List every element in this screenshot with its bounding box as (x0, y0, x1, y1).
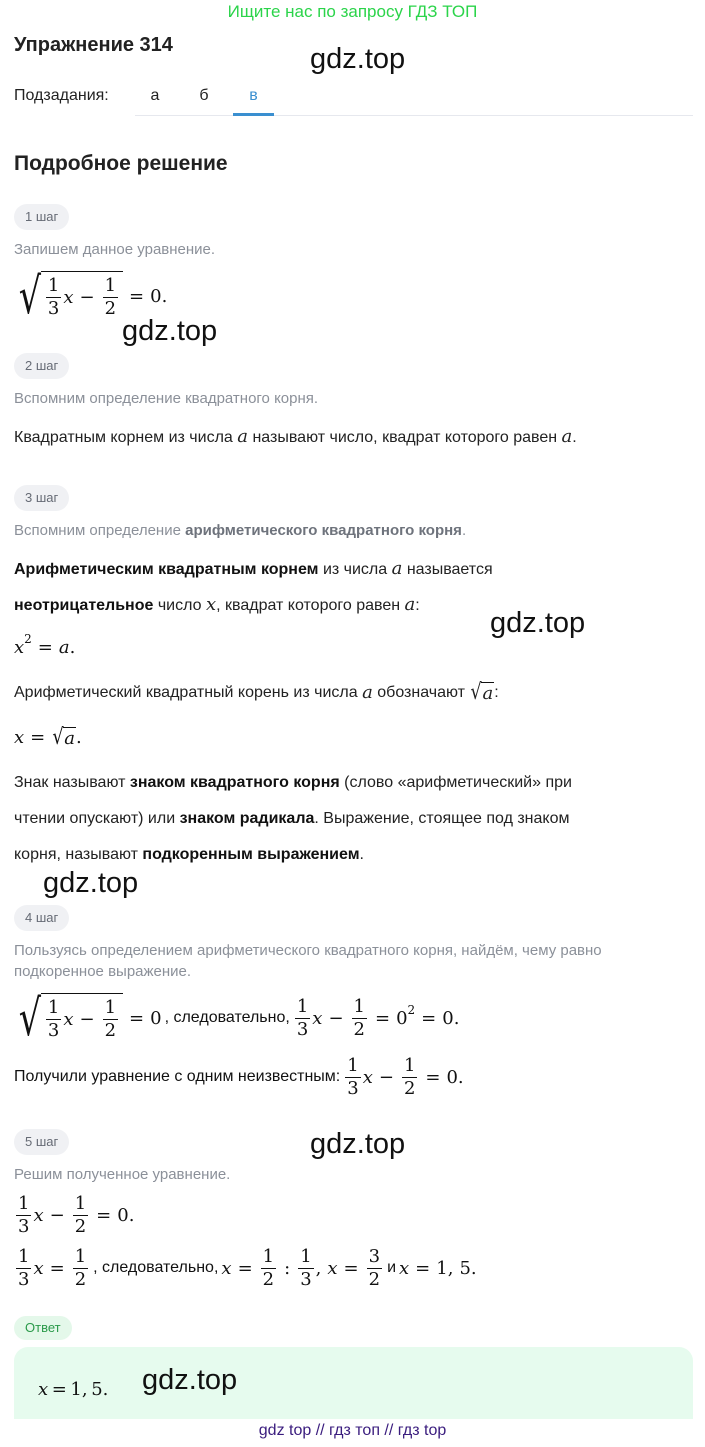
step-4-desc-line-2: подкоренное выражение. (14, 963, 192, 980)
step-3-paragraph-4: Знак называют знаком квадратного корня (слово «арифметический» при (14, 774, 572, 791)
tab-v[interactable]: в (249, 87, 258, 104)
step-4-pill: 4 шаг (14, 905, 69, 931)
step-3-formula-2: x = √ a . (14, 724, 82, 750)
answer-pill: Ответ (14, 1316, 72, 1340)
answer-box (14, 1347, 693, 1419)
footer-links[interactable]: gdz top // гдз топ // гдз top (258, 1422, 447, 1439)
tab-a[interactable]: а (150, 87, 160, 104)
step-5-equation-1: $\frac{1}{3}$ x − $\frac{1}{2}$ = 0. (18, 1192, 135, 1237)
step-1-pill: 1 шаг (14, 204, 69, 230)
watermark: gdz.top (310, 43, 406, 75)
subtasks-label: Подзадания: (14, 87, 109, 104)
step-5-pill: 5 шаг (14, 1129, 69, 1155)
active-tab-indicator (233, 113, 274, 116)
tab-b[interactable]: б (199, 87, 209, 104)
answer-value: x = 1, 5. (38, 1378, 109, 1400)
watermark: gdz.top (142, 1364, 238, 1396)
step-2-text: Квадратным корнем из числа a называют число, квадрат которого равен a. (14, 426, 577, 447)
top-banner[interactable]: Ищите нас по запросу ГДЗ ТОП (227, 2, 478, 21)
step-3-paragraph-3: Арифметический квадратный корень из числа a обозначают √ a : (14, 680, 499, 705)
step-5-desc: Решим полученное уравнение. (14, 1166, 231, 1183)
step-2-pill: 2 шаг (14, 353, 69, 379)
watermark: gdz.top (490, 607, 586, 639)
step-3-pill: 3 шаг (14, 485, 69, 511)
watermark: gdz.top (122, 315, 218, 347)
step-4-equation: √ $\frac{1}{3}$ x − $\frac{1}{2}$ = 0 , следовательно, $\frac{1}{3}$ x − $\frac{1}{2}$ = 0 $^2$ = 0. (18, 989, 460, 1047)
step-3-paragraph-5: чтении опускают) или знаком радикала. Выражение, стоящее под знаком (14, 810, 570, 827)
watermark: gdz.top (310, 1128, 406, 1160)
step-3-paragraph-6: корня, называют подкоренным выражением. (14, 846, 364, 863)
step-4-desc-line-1: Пользуясь определением арифметического квадратного корня, найдём, чему равно (14, 942, 602, 959)
step-1-equation: √ $\frac{1}{3}$ x − $\frac{1}{2}$ = 0. (18, 267, 168, 325)
step-5-equation-2: $\frac{1}{3}$ x = $\frac{1}{2}$ , следовательно, x = $\frac{1}{2}$ : $\frac{1}{3}$ , x = $\frac{3}{2}$ и x = 1, 5. (18, 1245, 477, 1290)
tabs-divider (135, 115, 693, 116)
exercise-title: Упражнение 314 (14, 34, 173, 56)
step-3-formula-1: x $^2$ = a . (14, 632, 76, 658)
step-1-desc: Запишем данное уравнение. (14, 241, 216, 258)
section-title: Подробное решение (14, 152, 228, 175)
step-3-paragraph-2: неотрицательное число x, квадрат которого равен a: (14, 594, 420, 615)
watermark: gdz.top (43, 867, 139, 899)
step-2-desc: Вспомним определение квадратного корня. (14, 390, 319, 407)
step-4-result: Получили уравнение с одним неизвестным: $\frac{1}{3}$ x − $\frac{1}{2}$ = 0. (14, 1054, 464, 1099)
step-3-paragraph-1: Арифметическим квадратным корнем из числа a называется (14, 558, 493, 579)
step-3-desc: Вспомним определение арифметического квадратного корня. (14, 522, 467, 539)
